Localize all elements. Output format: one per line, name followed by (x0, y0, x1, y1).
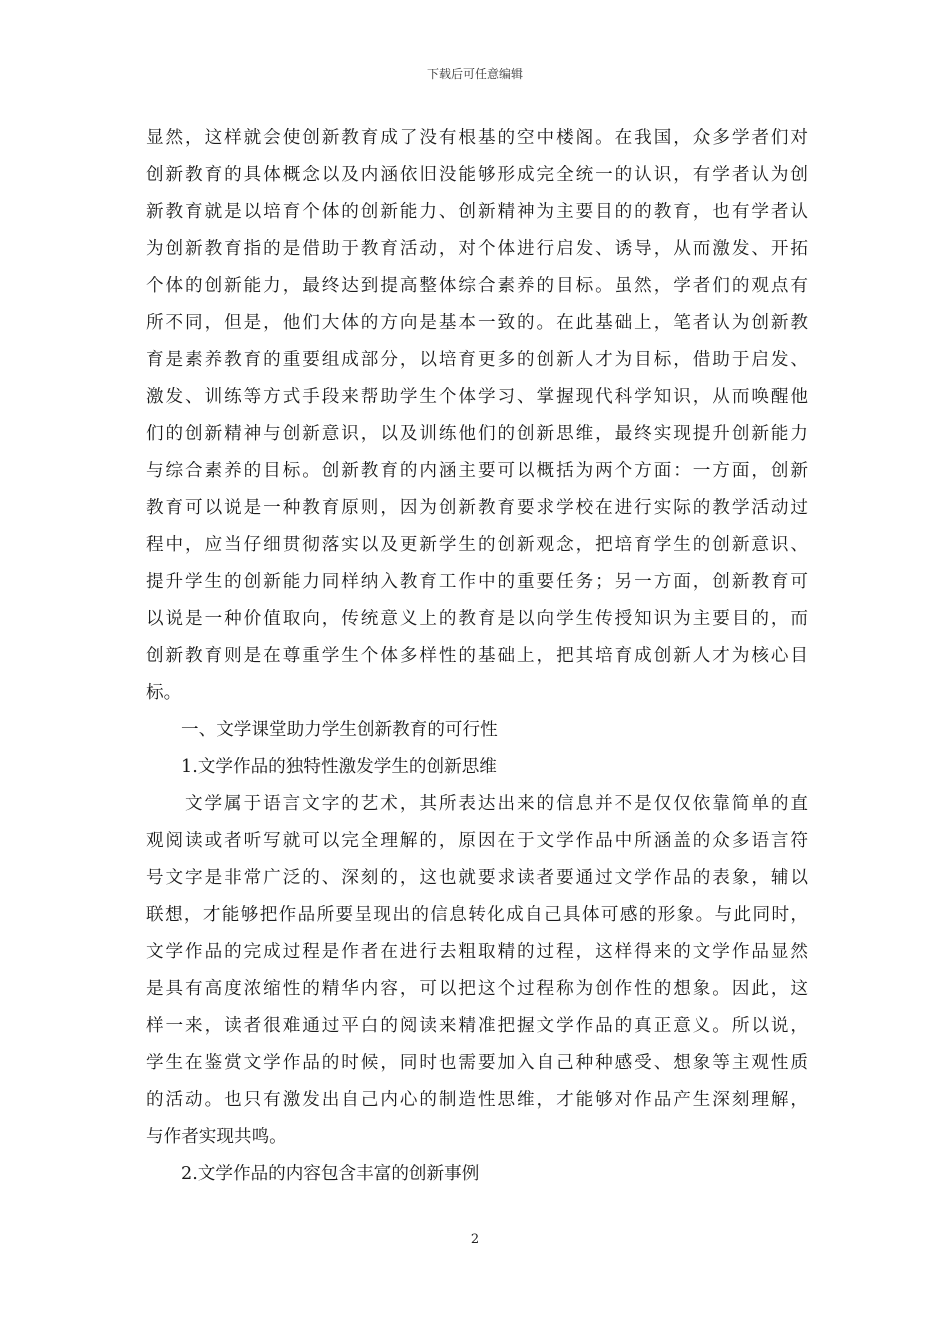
text-line: 文学属于语言文字的艺术，其所表达出来的信息并不是仅仅依靠简单的直 (185, 794, 808, 814)
document-body (146, 120, 808, 1193)
text-line: 们的创新精神与创新意识，以及训练他们的创新思维，最终实现提升创新能力 (146, 424, 808, 444)
text-line: 标。 (146, 683, 182, 703)
text-line: 学生在鉴赏文学作品的时候，同时也需要加入自己种种感受、想象等主观性质 (146, 1053, 808, 1073)
text-line: 联想，才能够把作品所要呈现出的信息转化成自己具体可感的形象。与此同时， (146, 905, 808, 925)
text-line: 文学作品的完成过程是作者在进行去粗取精的过程，这样得来的文学作品显然 (146, 942, 808, 962)
page-header: 下载后可任意编辑 (426, 67, 523, 81)
text-line: 为创新教育指的是借助于教育活动，对个体进行启发、诱导，从而激发、开拓 (146, 239, 808, 259)
text-line: 程中，应当仔细贯彻落实以及更新学生的创新观念，把培育学生的创新意识、 (146, 535, 808, 555)
text-line: 激发、训练等方式手段来帮助学生个体学习、掌握现代科学知识，从而唤醒他 (146, 387, 808, 407)
subsection-heading: 1.文学作品的独特性激发学生的创新思维 (181, 757, 497, 777)
text-line: 观阅读或者听写就可以完全理解的，原因在于文学作品中所涵盖的众多语言符 (146, 831, 808, 851)
text-line: 新教育就是以培育个体的创新能力、创新精神为主要目的的教育，也有学者认 (146, 202, 808, 222)
text-line: 与作者实现共鸣。 (146, 1127, 287, 1147)
text-line: 育是素养教育的重要组成部分，以培育更多的创新人才为目标，借助于启发、 (146, 350, 808, 370)
text-line: 号文字是非常广泛的、深刻的，这也就要求读者要通过文学作品的表象，辅以 (146, 868, 808, 888)
text-line: 所不同，但是，他们大体的方向是基本一致的。在此基础上，笔者认为创新教 (146, 313, 808, 333)
text-line: 提升学生的创新能力同样纳入教育工作中的重要任务；另一方面，创新教育可 (146, 572, 808, 592)
text-line: 样一来，读者很难通过平白的阅读来精准把握文学作品的真正意义。所以说， (146, 1016, 808, 1036)
text-line: 个体的创新能力，最终达到提高整体综合素养的目标。虽然，学者们的观点有 (146, 276, 808, 296)
text-line: 创新教育的具体概念以及内涵依旧没能够形成完全统一的认识，有学者认为创 (146, 165, 808, 185)
text-line: 显然，这样就会使创新教育成了没有根基的空中楼阁。在我国，众多学者们对 (146, 128, 808, 148)
text-line: 教育可以说是一种教育原则，因为创新教育要求学校在进行实际的教学活动过 (146, 498, 808, 518)
section-heading: 一、文学课堂助力学生创新教育的可行性 (181, 720, 498, 740)
subsection-heading: 2.文学作品的内容包含丰富的创新事例 (181, 1164, 480, 1184)
page-number: 2 (470, 1232, 480, 1247)
text-line: 创新教育则是在尊重学生个体多样性的基础上，把其培育成创新人才为核心目 (146, 646, 808, 666)
text-line: 是具有高度浓缩性的精华内容，可以把这个过程称为创作性的想象。因此，这 (146, 979, 808, 999)
text-line: 以说是一种价值取向，传统意义上的教育是以向学生传授知识为主要目的，而 (146, 609, 808, 629)
text-line: 的活动。也只有激发出自己内心的制造性思维，才能够对作品产生深刻理解， (146, 1090, 808, 1110)
text-line: 与综合素养的目标。创新教育的内涵主要可以概括为两个方面：一方面，创新 (146, 461, 808, 481)
